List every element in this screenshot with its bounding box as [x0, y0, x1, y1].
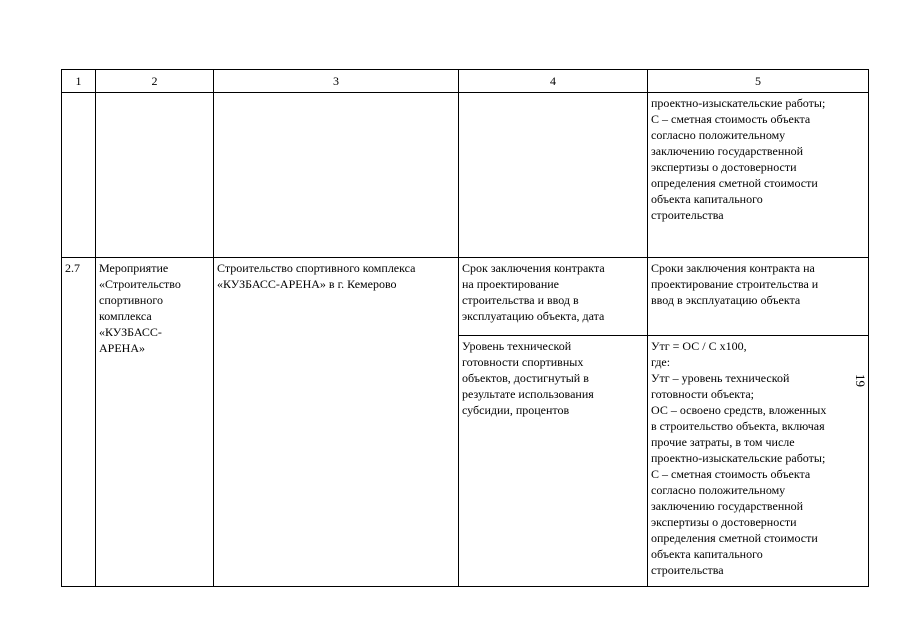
text-line: заключению государственной — [651, 499, 804, 513]
text-line: объекта капитального — [651, 547, 763, 561]
continuation-cell-4 — [459, 93, 648, 258]
header-cell-2: 2 — [96, 70, 214, 93]
text-line: С – сметная стоимость объекта — [651, 112, 811, 126]
text-line: «Строительство — [99, 277, 181, 291]
text-line: Срок заключения контракта — [462, 261, 605, 275]
header-cell-3: 3 — [214, 70, 459, 93]
text-line: Уровень технической — [462, 339, 572, 353]
continuation-cell-2 — [96, 93, 214, 258]
text-line: Строительство спортивного комплекса — [217, 261, 416, 275]
text-line: результате использования — [462, 387, 594, 401]
text-line: готовности объекта; — [651, 387, 754, 401]
indicator-name-cell-2 — [459, 336, 648, 587]
indicator-name-cell-1 — [459, 258, 648, 336]
text-line: экспертизы о достоверности — [651, 515, 797, 529]
object-name-cell — [214, 258, 459, 587]
text-line: «КУЗБАСС- — [99, 325, 162, 339]
header-cell-1: 1 — [62, 70, 96, 93]
text-line: строительства — [651, 208, 724, 222]
text-line: проектно-изыскательские работы; — [651, 96, 826, 110]
text-line: прочие затраты, в том числе — [651, 435, 795, 449]
table-row-2-7-first — [62, 258, 869, 336]
continuation-cell-1 — [62, 93, 96, 258]
text-line: на проектирование — [462, 277, 559, 291]
indicator-method-cell-2 — [648, 336, 869, 587]
header-cell-4: 4 — [459, 70, 648, 93]
text-line: ОС – освоено средств, вложенных — [651, 403, 827, 417]
text-line: С – сметная стоимость объекта — [651, 467, 811, 481]
text-line: проектно-изыскательские работы; — [651, 451, 826, 465]
page-number: 19 — [853, 374, 868, 387]
text-line: «КУЗБАСС-АРЕНА» в г. Кемерово — [217, 277, 397, 291]
text-line: ввод в эксплуатацию объекта — [651, 293, 801, 307]
text-line: согласно положительному — [651, 483, 786, 497]
text-line: субсидии, процентов — [462, 403, 570, 417]
text-line: спортивного — [99, 293, 163, 307]
continuation-row — [62, 93, 869, 258]
text-line: комплекса — [99, 309, 152, 323]
text-line: объектов, достигнутый в — [462, 371, 589, 385]
continuation-method-cell — [648, 93, 869, 258]
text-line: определения сметной стоимости — [651, 531, 818, 545]
text-line: объекта капитального — [651, 192, 763, 206]
text-line: определения сметной стоимости — [651, 176, 818, 190]
text-line: Мероприятие — [99, 261, 169, 275]
text-line: АРЕНА» — [99, 341, 146, 355]
text-line: готовности спортивных — [462, 355, 584, 369]
text-line: строительства и ввод в — [462, 293, 579, 307]
indicators-table — [61, 69, 869, 587]
text-line: эксплуатацию объекта, дата — [462, 309, 605, 323]
text-line: экспертизы о достоверности — [651, 160, 797, 174]
continuation-cell-3 — [214, 93, 459, 258]
text-line: заключению государственной — [651, 144, 804, 158]
text-line: строительства — [651, 563, 724, 577]
indicator-method-cell-1 — [648, 258, 869, 336]
text-line: Утг – уровень технической — [651, 371, 790, 385]
row-number: 2.7 — [62, 258, 96, 587]
text-line: в строительство объекта, включая — [651, 419, 825, 433]
text-line: проектирование строительства и — [651, 277, 819, 291]
measure-name-cell — [96, 258, 214, 587]
text-line: Сроки заключения контракта на — [651, 261, 815, 275]
text-line: согласно положительному — [651, 128, 786, 142]
header-cell-5: 5 — [648, 70, 869, 93]
text-line: Утг = ОС / С х100, — [651, 339, 747, 353]
text-line: где: — [651, 355, 671, 369]
table-header-row — [62, 70, 869, 93]
